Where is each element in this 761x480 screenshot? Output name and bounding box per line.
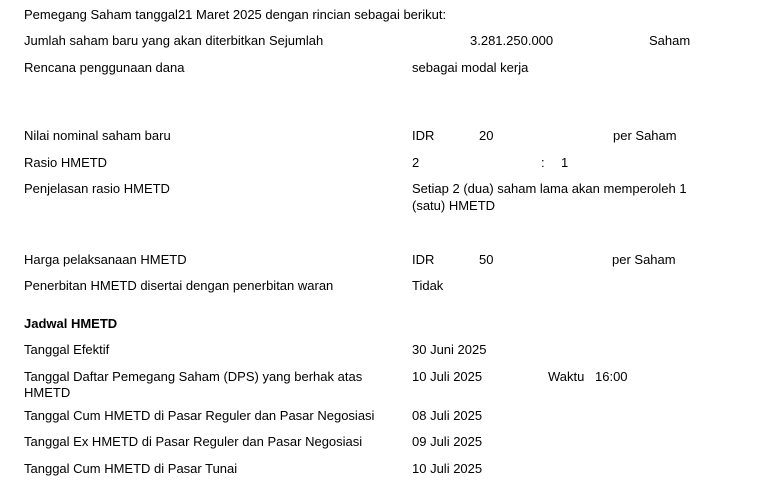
- ex-regular-value: 09 Juli 2025: [412, 434, 483, 449]
- schedule-heading: Jadwal HMETD: [24, 316, 118, 331]
- shares-unit: Saham: [649, 33, 691, 48]
- ratio-separator: :: [541, 155, 545, 170]
- dps-label-line2: HMETD: [24, 385, 71, 400]
- dps-time-label: Waktu: [548, 369, 585, 384]
- effective-value: 30 Juni 2025: [412, 342, 487, 357]
- ex-regular-label: Tanggal Ex HMETD di Pasar Reguler dan Pasar Negosiasi: [24, 434, 363, 449]
- dps-label-line1: Tanggal Daftar Pemegang Saham (DPS) yang berhak atas: [24, 369, 363, 384]
- nominal-value: 20: [479, 128, 494, 143]
- warrant-label: Penerbitan HMETD disertai dengan penerbitan waran: [24, 278, 334, 293]
- shares-value: 3.281.250.000: [470, 33, 554, 48]
- cum-regular-value: 08 Juli 2025: [412, 408, 483, 423]
- nominal-unit: per Saham: [613, 128, 677, 143]
- exercise-unit: per Saham: [612, 252, 676, 267]
- warrant-value: Tidak: [412, 278, 444, 293]
- effective-label: Tanggal Efektif: [24, 342, 110, 357]
- nominal-label: Nilai nominal saham baru: [24, 128, 171, 143]
- ratio-explain-line2: (satu) HMETD: [412, 198, 496, 213]
- ratio-explain-label: Penjelasan rasio HMETD: [24, 181, 170, 196]
- cum-regular-label: Tanggal Cum HMETD di Pasar Reguler dan Pasar Negosiasi: [24, 408, 375, 423]
- funds-label: Rencana penggunaan dana: [24, 60, 185, 75]
- dps-time-value: 16:00: [595, 369, 628, 384]
- shares-label: Jumlah saham baru yang akan diterbitkan Sejumlah: [24, 33, 324, 48]
- cum-cash-label: Tanggal Cum HMETD di Pasar Tunai: [24, 461, 238, 476]
- ratio-right: 1: [561, 155, 569, 170]
- dps-value: 10 Juli 2025: [412, 369, 483, 384]
- ratio-left: 2: [412, 155, 420, 170]
- ratio-label: Rasio HMETD: [24, 155, 108, 170]
- cum-cash-value: 10 Juli 2025: [412, 461, 483, 476]
- exercise-label: Harga pelaksanaan HMETD: [24, 252, 187, 267]
- ratio-explain-line1: Setiap 2 (dua) saham lama akan memperoleh 1: [412, 181, 687, 196]
- exercise-currency: IDR: [412, 252, 435, 267]
- funds-value: sebagai modal kerja: [412, 60, 529, 75]
- exercise-value: 50: [479, 252, 494, 267]
- intro-text: Pemegang Saham tanggal21 Maret 2025 dengan rincian sebagai berikut:: [24, 7, 447, 22]
- nominal-currency: IDR: [412, 128, 435, 143]
